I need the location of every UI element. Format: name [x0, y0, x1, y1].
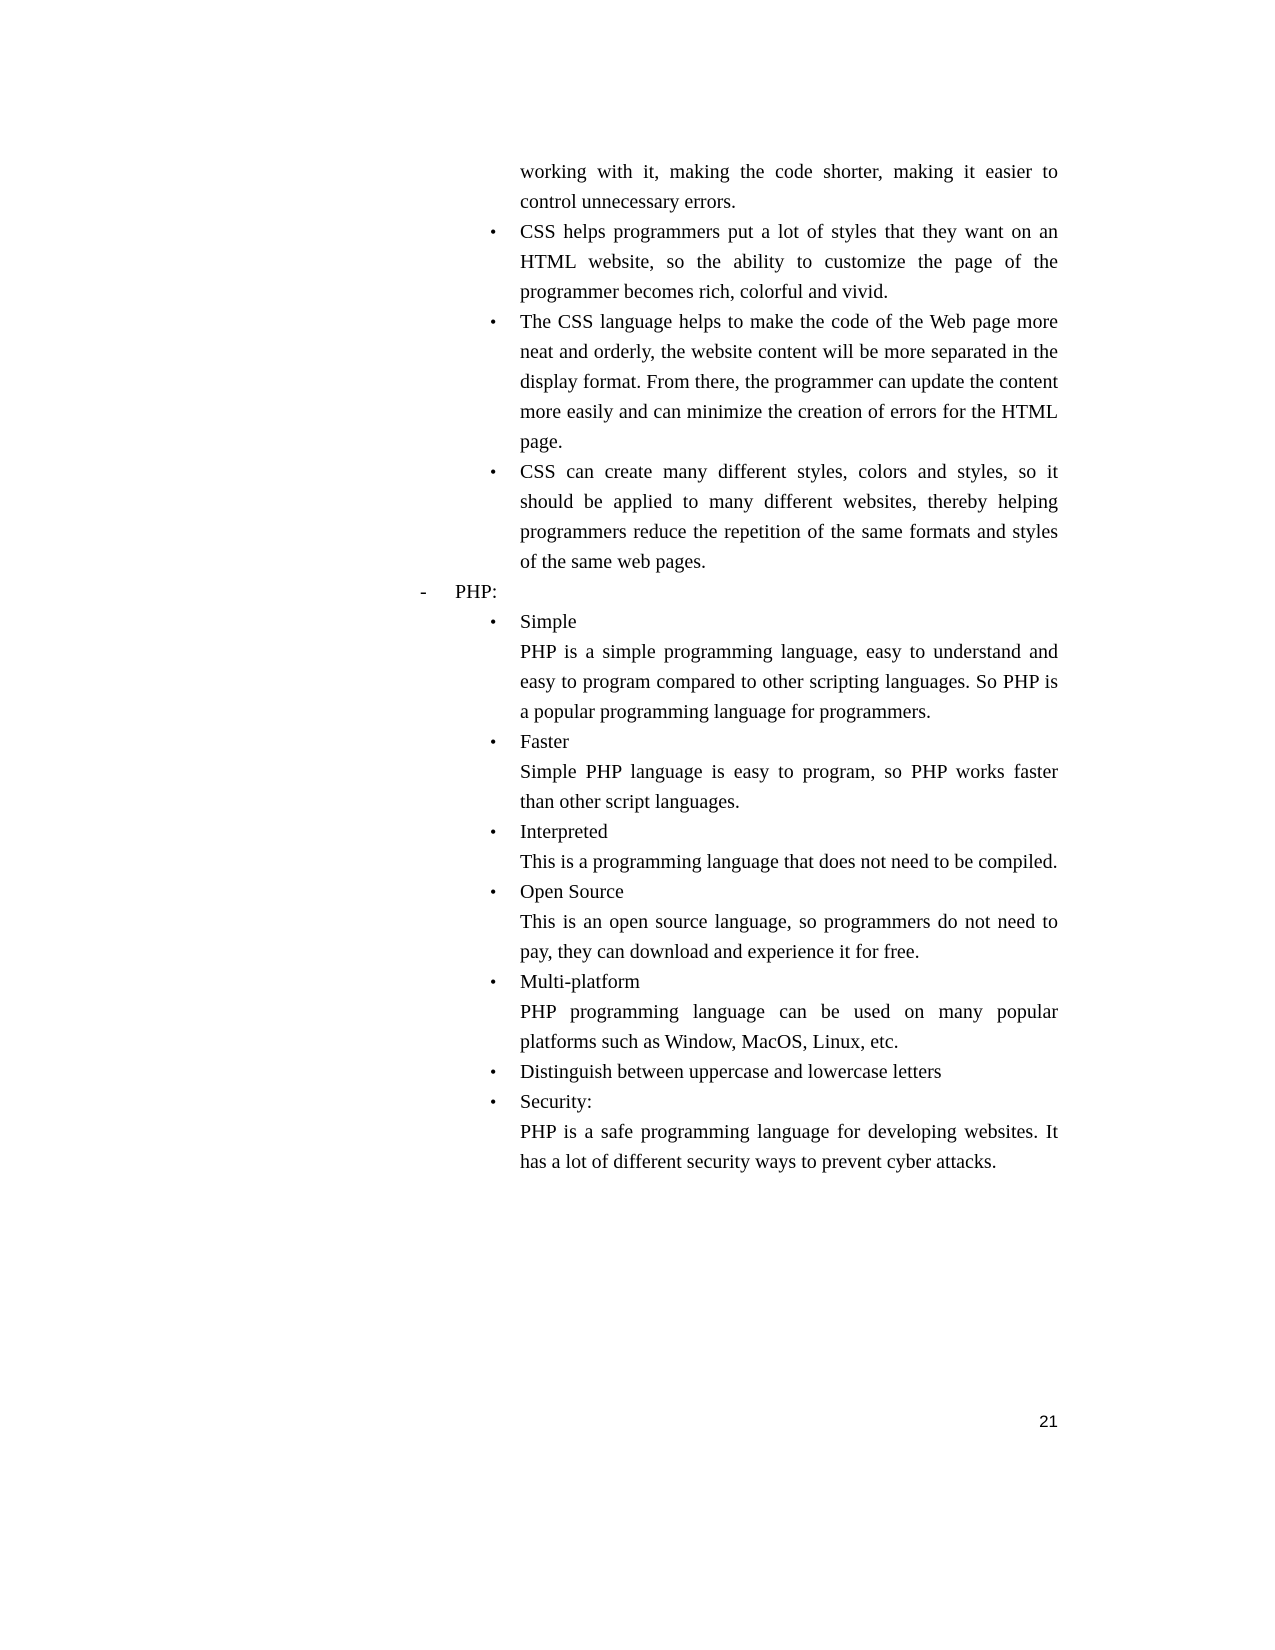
bullet-body: PHP is a simple programming language, easy to understand and easy to program compared to other scripting languages. So PHP is a popular programming language for programmers.	[520, 641, 1058, 723]
list-item	[420, 817, 1058, 877]
php-label: PHP:	[455, 581, 498, 603]
bullet-title: Faster	[520, 731, 569, 753]
bullet-title: Security:	[520, 1091, 593, 1113]
bullet-icon: •	[490, 972, 497, 992]
bullet-body: Simple PHP language is easy to program, so PHP works faster than other script languages.	[520, 761, 1058, 813]
bullet-icon: •	[490, 1092, 497, 1112]
list-item	[420, 217, 1058, 307]
dash-icon: -	[420, 581, 427, 603]
bullet-title: Multi-platform	[520, 971, 640, 993]
bullet-icon: •	[490, 882, 497, 902]
document-body	[420, 157, 1058, 1177]
bullet-title: Distinguish between uppercase and lowercase letters	[520, 1061, 942, 1083]
list-item	[420, 457, 1058, 577]
bullet-icon: •	[490, 462, 497, 482]
list-item-php	[420, 577, 1058, 607]
list-item	[420, 307, 1058, 457]
bullet-icon: •	[490, 312, 497, 332]
list-item	[420, 877, 1058, 967]
list-item	[420, 967, 1058, 1057]
bullet-title: Open Source	[520, 881, 624, 903]
bullet-icon: •	[490, 822, 497, 842]
bullet-body: PHP programming language can be used on many popular platforms such as Window, MacOS, Linux, etc.	[520, 1001, 1058, 1053]
list-item	[420, 1057, 1058, 1087]
php-bullet-list	[420, 607, 1058, 1177]
bullet-text: CSS can create many different styles, colors and styles, so it should be applied to many different websites, thereby helping programmers reduce the repetition of the same formats and styles of the same web pages.	[520, 461, 1058, 573]
css-bullet-list	[420, 217, 1058, 577]
paragraph-continuation: working with it, making the code shorter, making it easier to control unnecessary errors.	[520, 161, 1058, 213]
bullet-icon: •	[490, 222, 497, 242]
bullet-body: PHP is a safe programming language for developing websites. It has a lot of different security ways to prevent cyber attacks.	[520, 1121, 1058, 1173]
list-item	[420, 607, 1058, 727]
bullet-title: Interpreted	[520, 821, 608, 843]
page-number: 21	[1039, 1412, 1058, 1431]
bullet-icon: •	[490, 1062, 497, 1082]
bullet-title: Simple	[520, 611, 577, 633]
bullet-text: The CSS language helps to make the code of the Web page more neat and orderly, the website content will be more separated in the display format. From there, the programmer can update the content more easily and can minimize the creation of errors for the HTML page.	[520, 311, 1058, 453]
bullet-icon: •	[490, 612, 497, 632]
bullet-icon: •	[490, 732, 497, 752]
bullet-body: This is an open source language, so programmers do not need to pay, they can download and experience it for free.	[520, 911, 1058, 963]
list-item	[420, 1087, 1058, 1177]
bullet-body: This is a programming language that does not need to be compiled.	[520, 851, 1058, 873]
list-item	[420, 727, 1058, 817]
bullet-text: CSS helps programmers put a lot of styles that they want on an HTML website, so the ability to customize the page of the programmer becomes rich, colorful and vivid.	[520, 221, 1058, 303]
